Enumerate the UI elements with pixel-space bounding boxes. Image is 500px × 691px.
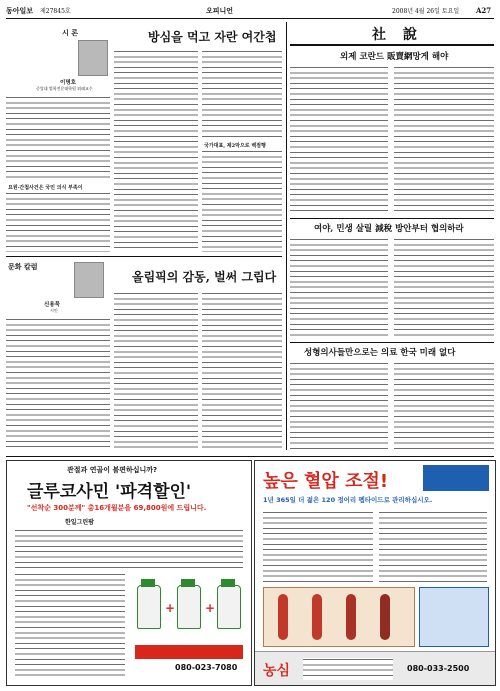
ad-headline: 글루코사민 '파격할인' (27, 482, 192, 502)
ad-section-rule (6, 456, 494, 457)
issue-number: 제27845호 (40, 8, 71, 15)
article-body (202, 50, 282, 138)
ad-body (15, 573, 125, 677)
editorial-divider (290, 342, 494, 343)
editorial-divider (290, 218, 494, 219)
ad-brand: 한일그린팜 (65, 519, 94, 526)
masthead (6, 4, 494, 18)
editorial-body (290, 362, 388, 450)
column-divider (286, 22, 287, 450)
article-body (114, 292, 198, 450)
editorial-body (394, 362, 494, 450)
article-body (6, 96, 110, 180)
ad-body (303, 658, 393, 680)
article-body (6, 192, 110, 252)
product-box-image (419, 587, 489, 647)
article-body (202, 150, 282, 252)
advertisement-blood-pressure (254, 460, 496, 686)
author-name: 신용묵 (44, 302, 60, 308)
editorial-title: 성형의사들만으로는 의료 한국 미래 없다 (304, 348, 456, 358)
advertisement-glucosamine (6, 460, 252, 686)
author-affiliation: 중앙대 법학전문대학원 외래교수 (36, 86, 93, 91)
ad-body (379, 511, 487, 583)
section-name: 오피니언 (206, 6, 234, 15)
ad-subline: 1년 365일 더 젊은 120 정어리 펩타이드로 관리하십시오. (263, 496, 433, 504)
editorial-body (290, 66, 388, 214)
paper-name: 동아일보 (6, 6, 34, 15)
ad-subline: "선착순 300분께" 총16개월분을 69,800원에 드립니다. (27, 504, 207, 512)
author-photo (78, 40, 108, 76)
article-title: 올림픽의 감동, 벌써 그립다 (132, 270, 277, 284)
masthead-rule (6, 18, 494, 19)
price-banner (135, 645, 243, 659)
blood-vessel-image (263, 587, 415, 647)
editorial-label: 社 說 (372, 27, 423, 43)
editorial-body (394, 66, 494, 214)
author-name: 이명호 (60, 80, 76, 86)
article-subhead: 국가대표, 제2막으로 백점행 (204, 143, 266, 149)
article-body (6, 318, 110, 450)
editorial-rule (290, 44, 494, 46)
page-number: A27 (476, 6, 492, 15)
author-affiliation: 시인 (50, 308, 58, 313)
column-label: 문화 칼럼 (8, 262, 38, 271)
editorial-body (394, 238, 494, 338)
article-body (202, 292, 282, 450)
ad-question: 관절과 연골이 불편하십니까? (67, 466, 158, 474)
editorial-title: 외제 코란드 販賣網망게 해야 (340, 52, 449, 62)
ad-logo-box (423, 465, 489, 491)
ad-headline: 높은 혈압 조절! (263, 471, 389, 492)
ad-body (263, 511, 373, 583)
article-title: 방심을 먹고 자란 여간첩 (148, 30, 277, 44)
article-body (114, 50, 198, 252)
ad-body (15, 529, 243, 569)
ad-phone: 080-033-2500 (407, 664, 470, 673)
ad-brand: 농심 (263, 663, 291, 679)
issue-date: 2008년 4월 26일 토요일 (392, 8, 460, 15)
article-subhead: 요원·간첩사건은 국민 의식 부족이 (8, 185, 83, 191)
ad-phone: 080-023-7080 (175, 663, 238, 672)
editorial-title: 여야, 민생 살릴 減稅 방안부터 협의하라 (314, 224, 464, 234)
ad-footer (255, 651, 495, 686)
column-label: 시 론 (62, 28, 78, 37)
author-photo (74, 262, 104, 298)
product-image: + + (135, 579, 243, 641)
section-divider (6, 256, 282, 257)
editorial-body (290, 238, 388, 338)
